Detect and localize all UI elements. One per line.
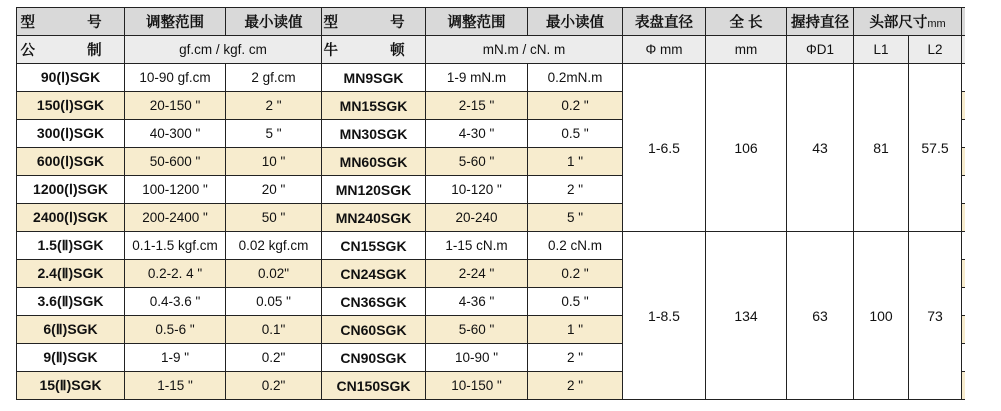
min-mn-cell: 1 " [528,316,623,344]
col-grip-header: 握持直径 [787,8,854,36]
min-gf-cell: 0.05 " [226,288,322,316]
model-mn-cell: MN15SGK [322,92,426,120]
grip-diameter-cell: 43 [787,64,854,232]
l1-label: L1 [854,36,909,64]
range-mn-cell: 5-60 " [426,316,528,344]
model-mn-cell: MN120SGK [322,176,426,204]
min-mn-cell: 1 " [528,148,623,176]
range-gf-cell: 0.1-1.5 kgf.cm [125,232,226,260]
spec-table [16,7,965,400]
model-gf-cell: 600(Ⅰ)SGK [17,148,125,176]
edge-cell [962,204,965,232]
edge-cell [962,344,965,372]
range-gf-cell: 0.5-6 " [125,316,226,344]
min-gf-cell: 0.1" [226,316,322,344]
min-mn-cell: 2 " [528,372,623,400]
range-gf-cell: 200-2400 " [125,204,226,232]
min-mn-cell: 2 " [528,344,623,372]
model-mn-cell: CN90SGK [322,344,426,372]
head-l1-cell: 81 [854,64,909,232]
model-gf-cell: 15(Ⅱ)SGK [17,372,125,400]
model-gf-cell: 3.6(Ⅱ)SGK [17,288,125,316]
gf-unit-label: gf.cm / kgf. cm [125,36,322,64]
range-mn-cell: 1-9 mN.m [426,64,528,92]
col-head-size-header [854,8,962,36]
model-mn-cell: CN60SGK [322,316,426,344]
head-l2-cell: 73 [909,232,962,400]
range-mn-cell: 10-90 " [426,344,528,372]
range-mn-cell: 4-30 " [426,120,528,148]
range-gf-cell: 100-1200 " [125,176,226,204]
model-mn-cell: MN60SGK [322,148,426,176]
edge-cell [962,316,965,344]
model-mn-cell: MN30SGK [322,120,426,148]
model-gf-cell: 9(Ⅱ)SGK [17,344,125,372]
col-length-header: 全 长 [706,8,787,36]
model-gf-cell: 90(Ⅰ)SGK [17,64,125,92]
range-gf-cell: 20-150 " [125,92,226,120]
min-gf-cell: 0.02" [226,260,322,288]
mn-unit-label: mN.m / cN. m [426,36,623,64]
subheader-row [17,36,965,64]
min-gf-cell: 0.02 kgf.cm [226,232,322,260]
model-mn-cell: CN24SGK [322,260,426,288]
min-gf-cell: 2 " [226,92,322,120]
col-range-header: 调整范围 [125,8,226,36]
model-gf-cell: 2400(Ⅰ)SGK [17,204,125,232]
edge-cell [962,232,965,260]
edge-cell [962,64,965,92]
range-mn-cell: 5-60 " [426,148,528,176]
edge-cell [962,120,965,148]
model-gf-cell: 300(Ⅰ)SGK [17,120,125,148]
min-gf-cell: 20 " [226,176,322,204]
min-gf-cell: 2 gf.cm [226,64,322,92]
min-gf-cell: 10 " [226,148,322,176]
min-gf-cell: 0.2" [226,372,322,400]
range-mn-cell: 2-15 " [426,92,528,120]
edge-cell [962,92,965,120]
dial-diameter-cell: 1-8.5 [623,232,706,400]
metric-label: 公 制 [17,36,125,64]
range-mn-cell: 20-240 [426,204,528,232]
dial-diameter-cell: 1-6.5 [623,64,706,232]
min-mn-cell: 0.2 " [528,260,623,288]
min-mn-cell: 2 " [528,176,623,204]
newton-label: 牛 顿 [322,36,426,64]
range-gf-cell: 1-9 " [125,344,226,372]
table-row [17,232,965,260]
min-gf-cell: 0.2" [226,344,322,372]
model-mn-cell: CN150SGK [322,372,426,400]
length-unit-label: mm [706,36,787,64]
edge-cell [962,176,965,204]
edge-cell [962,36,965,64]
model-mn-cell: CN36SGK [322,288,426,316]
dial-unit-label: Φ mm [623,36,706,64]
min-gf-cell: 5 " [226,120,322,148]
model-mn-cell: MN9SGK [322,64,426,92]
col-min2-header: 最小读值 [528,8,623,36]
col-range2-header: 调整范围 [426,8,528,36]
range-mn-cell: 10-150 " [426,372,528,400]
range-gf-cell: 1-15 " [125,372,226,400]
model-mn-cell: MN240SGK [322,204,426,232]
col-model-header: 型 号 [17,8,125,36]
head-size-unit: mm [927,18,946,30]
model-gf-cell: 1.5(Ⅱ)SGK [17,232,125,260]
head-l1-cell: 100 [854,232,909,400]
range-gf-cell: 0.2-2. 4 " [125,260,226,288]
table-row [17,64,965,92]
col-model2-header: 型 号 [322,8,426,36]
total-length-cell: 106 [706,64,787,232]
range-mn-cell: 1-15 cN.m [426,232,528,260]
min-mn-cell: 0.5 " [528,120,623,148]
min-mn-cell: 0.2 " [528,92,623,120]
head-size-label: 头部尺寸 [869,15,928,31]
range-mn-cell: 10-120 " [426,176,528,204]
range-mn-cell: 4-36 " [426,288,528,316]
edge-cell [962,288,965,316]
model-gf-cell: 2.4(Ⅱ)SGK [17,260,125,288]
edge-cell [962,260,965,288]
model-mn-cell: CN15SGK [322,232,426,260]
grip-unit-label: ΦD1 [787,36,854,64]
model-gf-cell: 6(Ⅱ)SGK [17,316,125,344]
range-mn-cell: 2-24 " [426,260,528,288]
range-gf-cell: 10-90 gf.cm [125,64,226,92]
min-mn-cell: 0.2 cN.m [528,232,623,260]
model-gf-cell: 150(Ⅰ)SGK [17,92,125,120]
min-mn-cell: 0.5 " [528,288,623,316]
edge-cell [962,372,965,400]
range-gf-cell: 0.4-3.6 " [125,288,226,316]
total-length-cell: 134 [706,232,787,400]
range-gf-cell: 40-300 " [125,120,226,148]
head-l2-cell: 57.5 [909,64,962,232]
edge-cell [962,8,965,36]
edge-cell [962,148,965,176]
min-mn-cell: 0.2mN.m [528,64,623,92]
l2-label: L2 [909,36,962,64]
min-mn-cell: 5 " [528,204,623,232]
model-gf-cell: 1200(Ⅰ)SGK [17,176,125,204]
col-min-header: 最小读值 [226,8,322,36]
min-gf-cell: 50 " [226,204,322,232]
header-row [17,8,965,36]
col-dial-header: 表盘直径 [623,8,706,36]
range-gf-cell: 50-600 " [125,148,226,176]
grip-diameter-cell: 63 [787,232,854,400]
